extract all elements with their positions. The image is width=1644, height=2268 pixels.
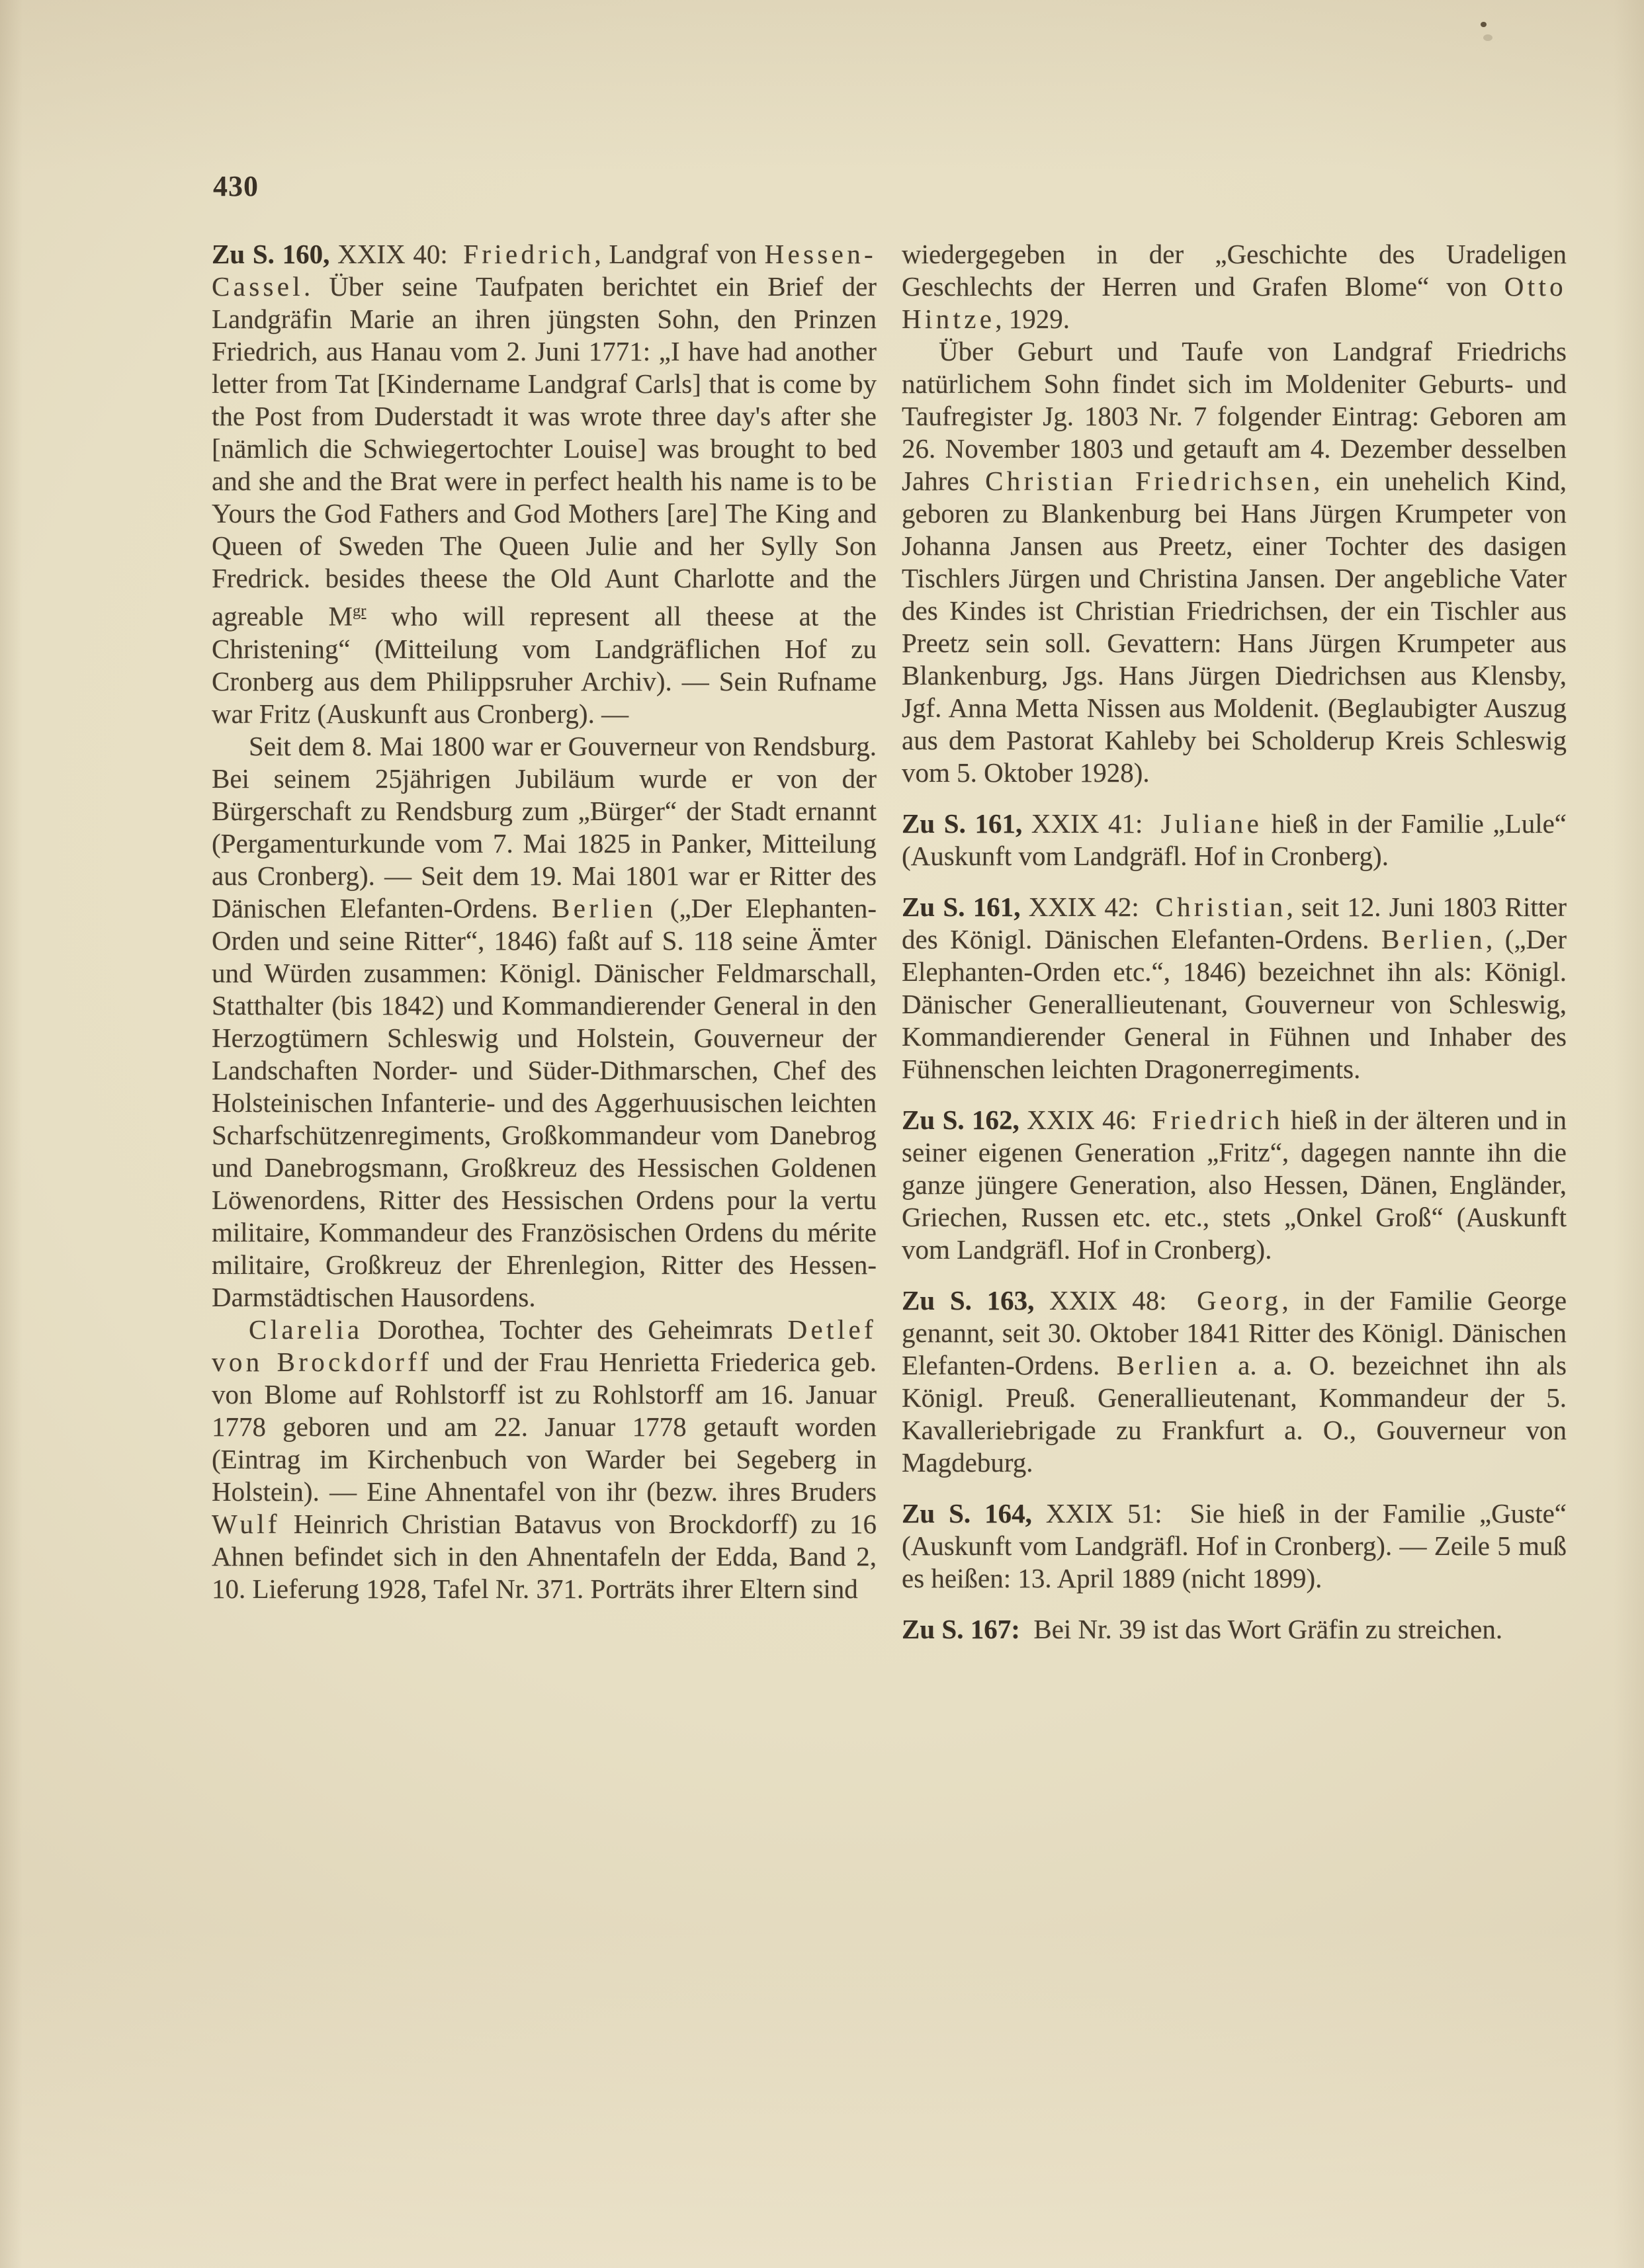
paragraph <box>902 891 1567 1085</box>
spaced-name: Hessen-Cassel <box>212 239 877 302</box>
spaced-name: Clarelia <box>249 1314 363 1345</box>
paper-stain <box>1483 34 1493 41</box>
text-run: , in der Familie George genannt, seit 30. Oktober 1841 Ritter des Königl. Dänischen Elefanten-Ordens. <box>902 1285 1567 1380</box>
paragraph <box>902 335 1567 789</box>
text-run: who will represent all theese at the Christening“ (Mitteilung vom Landgräflichen Hof zu Cronberg aus dem Philippsruher Archiv). — Sein Rufname war Fritz (Auskunft aus Cronberg). — <box>212 601 877 729</box>
spaced-name: Detlef von Brockdorff <box>212 1314 877 1377</box>
text-run: hieß in der Familie „Lule“ (Auskunft vom Landgräfl. Hof in Cronberg). <box>902 808 1567 871</box>
text-run: XXIX 51: Sie hieß in der Familie „Guste“ (Auskunft vom Landgräfl. Hof in Cronberg). — Zeile 5 muß es heißen: 13. April 1889 (nicht 1899). <box>902 1498 1567 1593</box>
entry-label: Zu S. 161, <box>902 808 1023 839</box>
paragraph <box>902 1104 1567 1266</box>
column-right <box>902 238 1567 1646</box>
text-run: , 1929. <box>995 304 1070 334</box>
entry-label: Zu S. 162, <box>902 1105 1019 1135</box>
text-run: Bei Nr. 39 ist das Wort Gräfin zu streichen. <box>1019 1614 1503 1644</box>
spaced-name: Christian Friedrichsen <box>985 466 1314 496</box>
text-run: . Über seine Taufpaten berichtet ein Brief der Landgräfin Marie an ihren jüngsten Sohn, den Prinzen Friedrich, aus Hanau vom 2. Juni 1771: „I have had another letter from Tat [Kindername Landgraf Carls] that is come by the Post from Duderstadt it was wrote three day's after she [nämlich die Schwiegertochter Louise] was brought to bed and she and the Brat were in perfect health his name is to be Yours the God Fathers and God Mothers [are] The King and Queen of Sweden The Queen Julie and her Sylly Son Fredrick. besides theese the Old Aunt Charlotte and the agreable M <box>212 271 877 632</box>
paragraph <box>902 808 1567 872</box>
paragraph <box>212 730 877 1314</box>
text-run: XXIX 48: <box>1034 1285 1197 1316</box>
spaced-name: Friedrich <box>1152 1105 1283 1135</box>
spaced-name: Berlien <box>1381 924 1486 954</box>
text-run: XXIX 41: <box>1022 808 1161 839</box>
entry-label: Zu S. 163, <box>902 1285 1035 1316</box>
spaced-name: Wulf <box>212 1508 281 1539</box>
spaced-name: Friedrich <box>463 239 595 269</box>
text-run: a. a. O. bezeichnet ihn als Königl. Preuß. Generallieutenant, Kommandeur der 5. Kavalleriebrigade zu Frankfurt a. O., Gouverneur von Magdeburg. <box>902 1350 1567 1478</box>
text-run: , ein unehelich Kind, geboren zu Blankenburg bei Hans Jürgen Krumpeter von Johanna Jansen aus Preetz, einer Tochter des dasigen Tischlers Jürgen und Christina Jansen. Der angebliche Vater des Kindes ist Christian Friedrichsen, der ein Tischler aus Preetz sein soll. Gevattern: Hans Jürgen Krumpeter aus Blankenburg, Jgs. Hans Jürgen Diedrichsen aus Klensby, Jgf. Anna Metta Nissen aus Moldenit. (Beglaubigter Auszug aus dem Pastorat Kahleby bei Scholderup Kreis Schleswig vom 5. Oktober 1928). <box>902 466 1567 788</box>
text-run: wiedergegeben in der „Geschichte des Uradeligen Geschlechts der Herren und Grafen Blome“ von <box>902 239 1567 302</box>
text-run: hieß in der älteren und in seiner eigenen Generation „Fritz“, dagegen nannte ihn die ganze jüngere Generation, also Hessen, Dänen, Engländer, Griechen, Russen etc. etc., stets „Onkel Groß“ (Auskunft vom Landgräfl. Hof in Cronberg). <box>902 1105 1567 1265</box>
ink-speck <box>1481 22 1487 27</box>
paragraph <box>212 238 877 730</box>
text-run: Dorothea, Tochter des Geheimrats <box>363 1314 788 1345</box>
entry-label: Zu S. 167: <box>902 1614 1020 1644</box>
spaced-name: Juliane <box>1160 808 1263 839</box>
text-block <box>212 238 1567 1646</box>
text-run: Heinrich Christian Batavus von Brockdorff) zu 16 Ahnen befindet sich in den Ahnentafeln der Edda, Band 2, 10. Lieferung 1928, Tafel Nr. 371. Porträts ihrer Eltern sind <box>212 1508 877 1604</box>
entry-label: Zu S. 161, <box>902 892 1021 922</box>
text-run: XXIX 40: <box>329 239 464 269</box>
spaced-name: Berlien <box>1116 1350 1221 1380</box>
page-number: 430 <box>213 170 259 202</box>
text-run: („Der Elephanten-Orden und seine Ritter“, 1846) faßt auf S. 118 seine Ämter und Würden zusammen: Königl. Dänischer Feldmarschall, Statthalter (bis 1842) und Kommandierender General in den Herzogtümern Schleswig und Holstein, Gouverneur der Landschaften Norder- und Süder-Dithmarschen, Chef des Holsteinischen Infanterie- und des Aggerhuusischen leichten Scharfschützenregiments, Großkommandeur vom Danebrog und Danebrogsmann, Großkreuz des Hessischen Goldenen Löwenordens, Ritter des Hessischen Ordens pour la vertu militaire, Kommandeur des Französischen Ordens du mérite militaire, Großkreuz der Ehrenlegion, Ritter des Hessen-Darmstädtischen Hausordens. <box>212 892 877 1312</box>
entry-label: Zu S. 164, <box>902 1498 1032 1529</box>
entry-label: Zu S. 160, <box>212 239 330 269</box>
spaced-name: Berlien <box>552 892 657 923</box>
text-run: , Landgraf von <box>594 239 765 269</box>
text-run: , („Der Elephanten-Orden etc.“, 1846) bezeichnet ihn als: Königl. Dänischer Generallieutenant, Gouverneur von Schleswig, Kommandierender General in Fühnen und Inhaber des Fühnenschen leichten Dragonerregiments. <box>902 924 1567 1084</box>
text-run: XXIX 42: <box>1020 892 1156 922</box>
paragraph <box>902 1284 1567 1479</box>
text-run: , seit 12. Juni 1803 Ritter des Königl. Dänischen Elefanten-Ordens. <box>902 892 1567 954</box>
text-run: und der Frau Henrietta Friederica geb. von Blome auf Rohlstorff ist zu Rohlstorff am 16. Januar 1778 geboren und am 22. Januar 1778 getauft worden (Eintrag im Kirchenbuch von Warder bei Segeberg in Holstein). — Eine Ahnentafel von ihr (bezw. ihres Bruders <box>212 1346 877 1507</box>
text-run: Über Geburt und Taufe von Landgraf Friedrichs natürlichem Sohn findet sich im Moldeniter Geburts- und Taufregister Jg. 1803 Nr. 7 folgender Eintrag: Geboren am 26. November 1803 und getauft am 4. Dezember desselben Jahres <box>902 336 1567 496</box>
text-run: XXIX 46: <box>1019 1105 1152 1135</box>
column-left <box>212 238 877 1646</box>
superscript: gr <box>352 602 367 620</box>
spaced-name: Georg <box>1197 1285 1282 1316</box>
paragraph <box>902 238 1567 335</box>
paragraph <box>902 1613 1567 1646</box>
spaced-name: Christian <box>1155 892 1287 922</box>
text-run: Seit dem 8. Mai 1800 war er Gouverneur von Rendsburg. Bei seinem 25jährigen Jubiläum wurde er von der Bürgerschaft zu Rendsburg zum „Bürger“ der Stadt ernannt (Pergamenturkunde vom 7. Mai 1825 in Panker, Mitteilung aus Cronberg). — Seit dem 19. Mai 1801 war er Ritter des Dänischen Elefanten-Ordens. <box>212 730 877 923</box>
spaced-name: Otto Hintze <box>902 271 1567 334</box>
paragraph <box>902 1497 1567 1595</box>
paragraph <box>212 1314 877 1605</box>
